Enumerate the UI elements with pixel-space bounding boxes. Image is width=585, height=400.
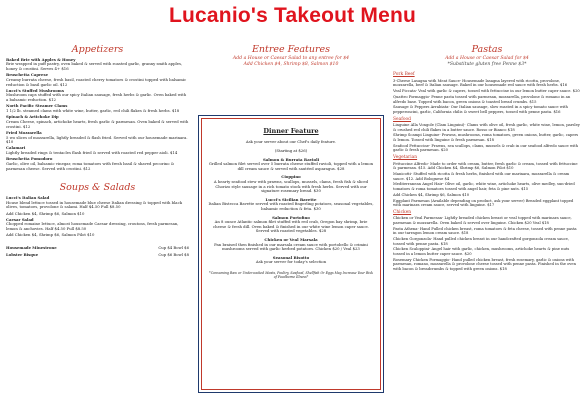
appetizers-list xyxy=(6,58,189,172)
middle-column xyxy=(196,44,386,67)
pasta-item: Eggplant Parmesan (Available depending on product, ask your server) Breaded eggplant topped with marinara cream sauce, served with linguine. $17 xyxy=(393,198,574,208)
appetizer-name: North Pacific Steamer Clams xyxy=(6,103,68,109)
salad-desc: Chopped romaine lettuce, almost housemade Caesar dressing, croutons, fresh parmesan, lemon & anchovies. Half $4.50 Full $8.50 xyxy=(6,221,179,232)
soup-price: Cup $4 Bowl $6 xyxy=(158,245,189,251)
pasta-item: Manicotti- Stuffed with ricotta & fresh herbs, finished with our marinara, mozzarella & cream sauce. $12. Add Bolognese $4 xyxy=(393,172,570,181)
pasta-item: Chicken Scaloppini- Angel hair with garlic, chicken, mushrooms, artichoke hearts & pine nuts tossed in a lemon butter caper sauce. $20 xyxy=(393,247,570,257)
left-column xyxy=(6,44,189,258)
feature-item xyxy=(208,198,374,212)
soup-price: Cup $6 Bowl $8 xyxy=(158,251,189,257)
appetizer-desc: Mushroom caps stuffed with our spicy Italian sausage, fresh herbs & garlic. Oven baked with a balsamic reduction. $12 xyxy=(6,92,187,103)
appetizer-name: Fried Mozzarella xyxy=(6,129,42,135)
feature-name: Salmon & Burrata Ravioli xyxy=(262,156,320,162)
salad-desc: House blend lettuce tossed in housemade blue cheese Italian dressing & topped with black olives, tomatoes, provolone & salami. Half $4.50 Full $8.50 xyxy=(6,199,182,210)
feature-desc: Italian Bistecca Bavette served with roasted fingerling potatoes, seasonal vegetables, balsamic reduction & feta. $30 xyxy=(208,201,374,211)
entrees-heading: Entree Features xyxy=(251,44,330,55)
entrees-sub-1: Add a House or Caesar Salad to any entree for $4 xyxy=(232,56,350,61)
soup-name: Lobster Bisque xyxy=(6,251,39,257)
pasta-category-heading: Vegetarian xyxy=(393,155,418,161)
pastas-sub-1: Add a House or Caesar Salad for $4 xyxy=(445,56,529,61)
pasta-item: Rosemary Chicken Formaggio- Hand pulled chicken breast, fresh rosemary, garlic & onions with parmesan, romano, mozzarella & provolone cheese tossed with penne pasta. Finished in the oven with bacon & breadcrumbs & topped with green onions. $18 xyxy=(393,257,576,271)
feature-name: Seasonal Risotto xyxy=(272,254,310,260)
appetizer-item xyxy=(6,73,189,87)
feature-name: Cioppino xyxy=(281,174,301,180)
soup-name: Housemade Minestrone xyxy=(6,245,57,251)
dinner-feature-line-1: Ask your server about our Chef's daily feature. xyxy=(245,139,337,144)
appetizer-name: Spinach & Artichoke Dip xyxy=(6,114,59,120)
appetizer-item xyxy=(6,104,189,113)
soup-price-row xyxy=(6,246,189,251)
feature-item xyxy=(208,238,374,252)
pasta-item: Quattro Formaggio- Penne pasta tossed with parmesan, mozzarella, provolone & romano in an alfredo base. Topped with bacon, green onions & toasted bread crumbs. $15 xyxy=(393,94,571,104)
appetizer-desc: Brie wrapped in puff pastry, oven baked & served with roasted garlic, granny smith apples, honey & crostini. Serves 4+ $16 xyxy=(6,61,183,71)
appetizer-item xyxy=(6,89,189,103)
appetizer-desc: 5 wo slices of mozzarella, lightly breaded & flash fried. Served with our housemade marinara. $10 xyxy=(6,134,188,145)
appetizers-heading: Appetizers xyxy=(71,44,124,55)
soups-list xyxy=(6,196,189,238)
dinner-feature-title: Dinner Feature xyxy=(263,127,319,135)
appetizer-item xyxy=(6,131,189,145)
appetizer-name: Bruschetta Pomodoro xyxy=(6,156,53,162)
appetizer-item xyxy=(6,115,189,129)
appetizer-name: Lucci's Stuffed Mushrooms xyxy=(6,87,64,93)
appetizer-desc: Garlic, olive oil, balsamic vinegar, roma tomatoes with fresh basil & shaved pecorino & parmesan cheese. Served with crostini. $12 xyxy=(6,161,175,171)
soup-price-row xyxy=(6,253,189,258)
pasta-item: Pasta Athena- Hand Pulled chicken breast, roma tomatoes & feta cheese, tossed with penne pasta in our tarragon lemon cream sauce. $18 xyxy=(393,226,577,236)
salad-item xyxy=(6,212,189,217)
feature-item xyxy=(208,256,374,265)
appetizer-name: Baked Brie with Apples & Honey xyxy=(6,56,76,62)
raw-food-warning: *Consuming Raw or Undercooked Meats, Poultry, Seafood, Shellfish Or Eggs May Increase Your Risk of Foodborne Illness* xyxy=(209,270,373,279)
pastas-heading: Pastas xyxy=(471,44,503,55)
pasta-item: 3-Cheese Lasagna with Meat Sauce- Housemade lasagna layered with ricotta, provolone, mozzarella, beef & Italian sausage. Baked in our housemade red sauce with fresh herbs. $16 xyxy=(393,78,568,88)
pasta-item: Chicken Gorgonzola- Hand pulled chicken breast in our handcrafted gorgonzola cream sauce, tossed with penne pasta. $18 xyxy=(393,237,570,246)
salad-name: Caesar Salad xyxy=(6,216,34,222)
feature-name: Salmon Portofino xyxy=(272,214,310,220)
dinner-feature-box xyxy=(198,115,384,393)
feature-item xyxy=(208,175,374,193)
pasta-item: Fettuccine Alfredo- Made to order with cream, butter, fresh garlic & cream, tossed with fettuccine & parmesan. $15. Add Chicken $4, Shrimp $6, Salmon Pilot $10 xyxy=(393,161,578,171)
appetizer-item xyxy=(6,157,189,171)
feature-name: Chicken or Veal Marsala xyxy=(264,236,318,242)
menu-title: Lucanio's Takeout Menu xyxy=(168,4,417,27)
pasta-item: Mediterranean Angel Hair- Olive oil, garlic, white wine, artichoke hearts, olive medley, sun-dried tomatoes & roma tomatoes tossed with angel hair, feta & pine nuts. $15 xyxy=(393,182,575,191)
pastas-list xyxy=(393,72,581,271)
appetizer-desc: Lightly breaded rings & tentacles flash fried & served with roasted red pepper aioli. $14 xyxy=(6,150,178,156)
pasta-item: Linguine Alla Vongole (Clam Linguini)- Clams with olive oil, fresh garlic, white wine, lemon, parsley & crushed red chili flakes in a butter sauce. Rosso or Bianco $18 xyxy=(393,123,580,132)
appetizer-item xyxy=(6,146,189,155)
appetizer-desc: Creamy burrata cheese, fresh basil, roasted cherry tomatoes & crostini topped with balsamic reduction & basil garlic oil. $12 xyxy=(6,76,187,87)
appetizer-name: Calamari xyxy=(6,145,26,151)
pasta-item: Sausage & Peppers Arrabiata- Our Italian sausage, slow roasted in a spicy tomato sauce with pepperoncini, garlic, California chilis & sweet bell peppers, tossed with penne pasta. $16 xyxy=(393,105,568,114)
salad-desc: Add Chicken $4, Shrimp $6, Salmon Pilot $10 xyxy=(6,232,95,238)
pasta-category-heading: Chicken xyxy=(393,209,412,215)
pasta-item: Seafood Fettuccine- Prawns, sea scallops, clams, mussels & crab in our seafood alfredo sauce with garlic & fresh parmesan. $20 xyxy=(393,143,579,153)
pastas-sub-2: *Substitute gluten free Penne $3* xyxy=(447,61,527,67)
salad-desc: Add Chicken $4, Shrimp $6, Salmon $10 xyxy=(6,210,85,216)
feature-desc: Pan braised then finished in our marsala cream sauce with portobello & crimini mushrooms served with garlic herbed potatoes. Chicken $20 / Veal $23 xyxy=(214,241,368,252)
dinner-feature-inner xyxy=(201,118,381,390)
feature-desc: An 8 ounce Atlantic salmon filet stuffed with red crab, Oregon bay shrimp, brie cheese & fresh dill. Oven baked & finished in our white wine lemon caper sauce. Served with roasted vegetables. $28 xyxy=(213,219,369,234)
pasta-item: Veal Piccata- Veal with garlic & capers, tossed with fettuccine in our lemon butter caper sauce. $20 xyxy=(393,89,580,94)
feature-item xyxy=(208,216,374,234)
feature-desc: Grilled salmon filet served over 5 burrata cheese stuffed ravioli, topped with a lemon dill cream sauce & served with sautéed asparagus. $28 xyxy=(208,161,374,171)
entrees-sub-2: Add Chicken $4, Shrimp $8, Salmon $10 xyxy=(243,61,339,67)
feature-desc: Ask your server for today's selection xyxy=(255,259,327,265)
appetizer-desc: 1 1/2 lb. steamed clams with white wine, butter, garlic, red chili flakes & fresh herbs. $18 xyxy=(6,108,180,114)
right-column xyxy=(393,44,581,272)
appetizer-item xyxy=(6,58,189,72)
salad-item xyxy=(6,196,189,210)
feature-name: Lucci's Sicilian Bavette xyxy=(265,196,317,202)
pasta-item: Chicken or Veal Parmesan- Lightly breaded chicken breast or veal topped with marinara sauce, parmesan & mozzarella. Oven baked & served over linguine. Chicken $20 Veal $18 xyxy=(393,216,572,225)
pasta-item: Add Chicken $4, Shrimp $6, Salmon $10 xyxy=(393,192,470,197)
salad-item xyxy=(6,218,189,232)
appetizer-name: Bruschetta Caprese xyxy=(6,72,48,78)
salad-name: Lucci's Italian Salad xyxy=(6,194,50,200)
feature-list xyxy=(208,158,374,265)
feature-desc: A hearty seafood stew with prawns, scallops, mussels, clams, fresh fish & sliced Chorizo style sausage in a rich tomato stock with fresh herbs. Served with our signature rosemary bread. $30 xyxy=(213,178,369,194)
pasta-category-heading: Seafood xyxy=(393,116,411,122)
appetizer-desc: Cream Cheese, spinach, artichoke hearts, fresh garlic & parmesan. Oven baked & served with crostini. $12 xyxy=(6,118,189,129)
dinner-feature-line-2: (Starting at $26) xyxy=(274,147,308,153)
pasta-category-heading: Pork Beef xyxy=(393,72,415,78)
soup-prices xyxy=(6,246,189,257)
feature-item xyxy=(208,158,374,172)
pasta-item: Shrimp Scampi Linguine- Prawns, mushrooms, roma tomatoes, green onions, butter, garlic, capers & lemon. Tossed with linguine & fresh parmesan. $18 xyxy=(393,133,579,143)
soups-heading: Soups & Salads xyxy=(59,182,136,194)
